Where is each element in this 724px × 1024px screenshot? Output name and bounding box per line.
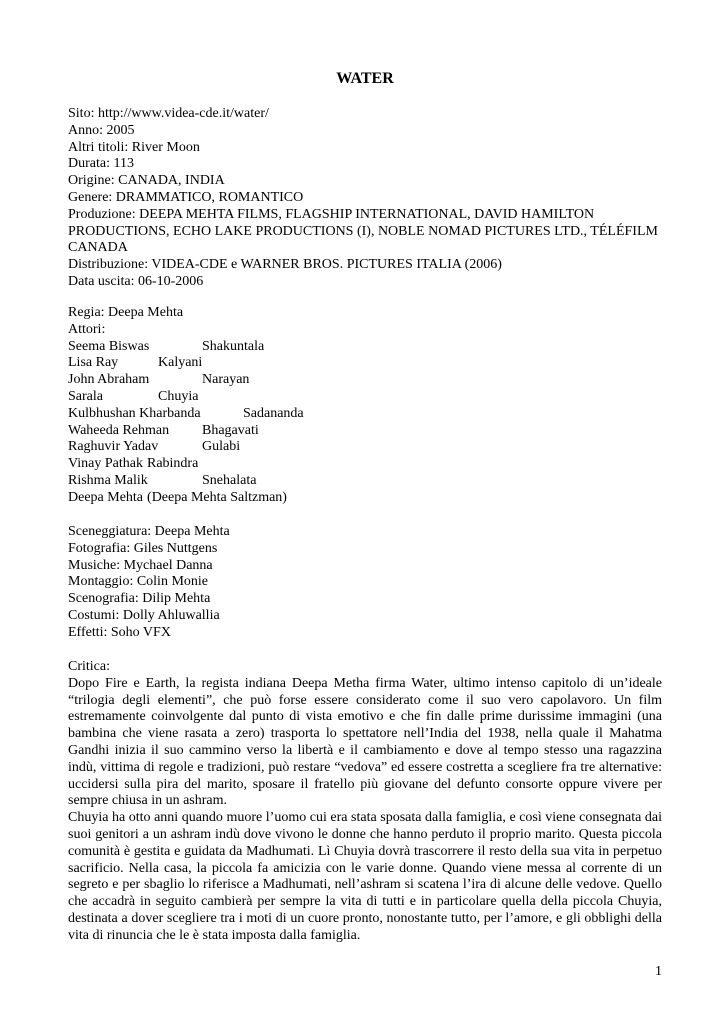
crew-photography: Fotografia: Giles Nuttgens (68, 540, 218, 556)
info-origin: Origine: CANADA, INDIA (68, 173, 225, 189)
actor-name: Deepa Mehta (68, 489, 144, 505)
page-number: 1 (655, 964, 662, 979)
crew-music: Musiche: Mychael Danna (68, 557, 213, 573)
actor-role: Sadananda (243, 405, 304, 421)
actor-role: Shakuntala (202, 338, 265, 354)
review-paragraph: Chuyia ha otto anni quando muore l’uomo cui era stata sposata dalla famiglia, e così viene consegnata dai suoi genitori a un ashram indù dove vivono le donne che hanno perduto il proprio marito. Questa piccola comunità è gestita e guidata da Madhumati. Lì Chuyia dovrà trascorrere il resto della sua vita in perpetuo sacrificio. Nella casa, la piccola fa amicizia con le varie donne. Quando viene messa al corrente di un segreto e per sbaglio lo riferisce a Madhumati, nell’ashram si scatena l’ira di alcune delle vedove. Quello che accadrà in seguito cambierà per sempre la vita di tutti e in particolare quella della piccola Chuyia, destinata a dover scegliere tra i moti di un cuore pronto, nonostante tutto, per l’amore, e gli obblighi della vita di rinuncia che le è stata imposta dalla famiglia. (68, 810, 662, 943)
crew-set-design: Scenografia: Dilip Mehta (68, 591, 211, 607)
actor-row (68, 355, 662, 372)
actor-role: Chuyia (158, 388, 199, 404)
actor-row (68, 406, 662, 423)
crew-screenplay: Sceneggiatura: Deepa Mehta (68, 524, 230, 539)
film-info (68, 106, 662, 291)
actor-name: Waheeda Rehman (68, 422, 170, 438)
actor-row (68, 372, 662, 389)
actor-row (68, 456, 662, 473)
actor-role: Rabindra (146, 456, 199, 472)
actor-row (68, 339, 662, 356)
actor-name: Vinay Pathak (68, 456, 143, 472)
review-paragraph: Dopo Fire e Earth, la regista indiana Deepa Metha firma Water, ultimo intenso capitolo di un’ideale “trilogia degli elementi”, che può forse essere considerato come il suo vero capolavoro. Un film estremamente coinvolgente dal punto di vista emotivo e che fin dalle prime durissime immagini (una bambina che viene rasata a zero) trasporta lo spettatore nell’India del 1938, nella quale il Mahatma Gandhi inizia il suo cammino verso la libertà e il cambiamento e dove al tempo stesso una ragazzina indù, vittima di regole e tradizioni, può restare “vedova” ed essere costretta a scegliere fra tre alternative: uccidersi sulla pira del marito, sposare il fratello più giovane del defunto consorte oppure vivere per sempre chiusa in un ashram. (68, 675, 662, 809)
info-distribution: Distribuzione: VIDEA-CDE e WARNER BROS. PICTURES ITALIA (2006) (68, 257, 502, 273)
actor-row (68, 439, 662, 456)
actor-role: (Deepa Mehta Saltzman) (147, 489, 287, 505)
actor-row (68, 490, 662, 507)
actor-row (68, 389, 662, 406)
crew-costumes: Costumi: Dolly Ahluwallia (68, 607, 220, 623)
review-section (68, 659, 662, 945)
info-year: Anno: 2005 (68, 122, 135, 138)
director: Regia: Deepa Mehta (68, 305, 184, 320)
actor-name: John Abraham (68, 372, 150, 388)
actor-role: Bhagavati (202, 422, 259, 438)
actor-role: Snehalata (202, 472, 257, 488)
actor-role: Narayan (202, 372, 250, 388)
crew-effects: Effetti: Soho VFX (68, 624, 171, 640)
document-title: WATER (336, 70, 394, 87)
info-production: Produzione: DEEPA MEHTA FILMS, FLAGSHIP INTERNATIONAL, DAVID HAMILTON PRODUCTIONS, ECHO LAKE PRODUCTIONS (I), NOBLE NOMAD PICTURES LTD., TÉLÉFILM CANADA (68, 206, 658, 256)
info-release-date: Data uscita: 06-10-2006 (68, 273, 204, 289)
actor-role: Kalyani (158, 355, 203, 371)
actor-name: Seema Biswas (68, 338, 150, 354)
actor-name: Lisa Ray (68, 355, 119, 371)
crew-editing: Montaggio: Colin Monie (68, 574, 208, 590)
actor-row (68, 473, 662, 490)
info-duration: Durata: 113 (68, 156, 134, 172)
info-other-titles: Altri titoli: River Moon (68, 139, 200, 155)
info-genre: Genere: DRAMMATICO, ROMANTICO (68, 189, 304, 205)
actor-name: Rishma Malik (68, 472, 148, 488)
actor-name: Sarala (68, 388, 103, 404)
crew-section (68, 524, 662, 642)
actor-name: Kulbhushan Kharbanda (68, 405, 201, 421)
actor-name: Raghuvir Yadav (68, 439, 159, 455)
cast-section (68, 305, 662, 507)
info-site: Sito: http://www.videa-cde.it/water/ (68, 106, 269, 121)
actor-role: Gulabi (202, 439, 241, 455)
cast-label: Attori: (68, 321, 106, 337)
actor-row (68, 423, 662, 440)
review-label: Critica: (68, 659, 110, 674)
